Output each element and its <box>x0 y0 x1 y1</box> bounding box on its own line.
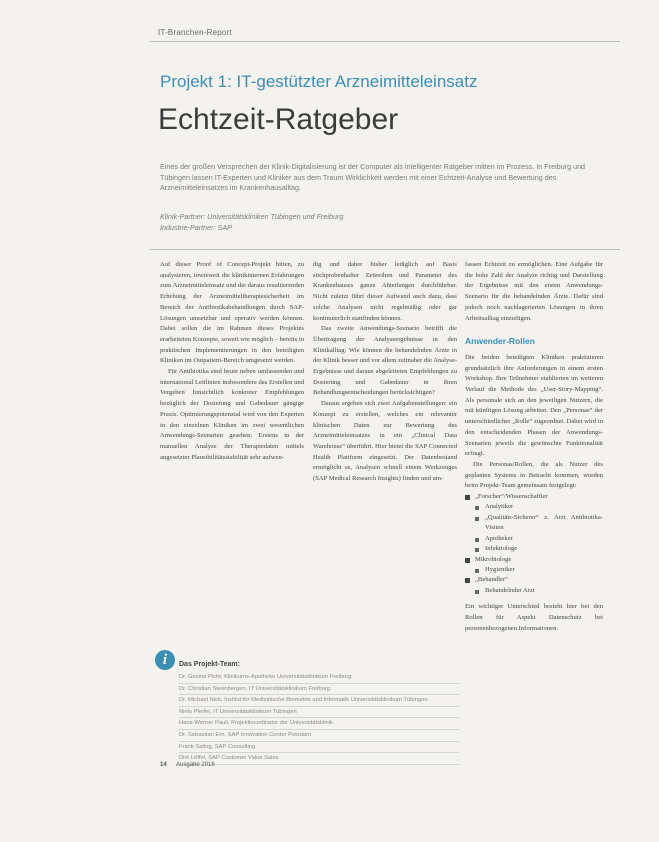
partners-block <box>160 212 460 233</box>
industry-partner: Industrie-Partner: SAP <box>160 222 232 232</box>
paragraph: Ein wichtiger Unterschied besteht hier bei den Rollen für Aspekt Datenschutz bei personenbezogenen Informationen. <box>465 603 603 632</box>
text-column-1 <box>160 260 304 463</box>
paragraph: Die beiden beteiligten Kliniken praktizieren grundsätzlich ihre Anforderungen in einem ersten Workshop. Ihre Teilnehmer etablierten im weiteren Verlauf die Methode des „User-Story-Mapping“. Als personale sich an den jeweiligen Nutzern, die mit künftigen Lösung arbeiten. Den „Personas“ der unterschiedlicher „Rolle“ zugeordnet. Dabei wird in den entscheidenden Phasen der Anwendungs-Szenarien jeweils die gewünschte Funktionalität erfragt. <box>465 353 603 458</box>
info-icon: i <box>155 650 175 670</box>
roles-list <box>465 492 603 596</box>
team-member: Hans-Werner Pauli, Projektkoordinator der Universitätsklinik <box>179 718 459 730</box>
team-member: Dirk Löffel, SAP Customer Value Sales <box>179 753 459 765</box>
role-item: „Behandler“ <box>465 575 603 585</box>
paragraph: Für Antibiotika sind heute neben umfassenden und international Leitlinien insbesondere das Erstellen und Vergeben hinsichtlich konkreter Empfehlungen bezüglich der Dosierung und Gabedauer gängige Praxis. Optimierungspotenzial wird von den Experten in den einzelnen Kliniken im zwei wesentlichen Anwendungs-Szenarien gesehen: Erstens in der manuellen Analyse der Therapiedaten mittels angesetzter Plausibilitätsstabilität sehr aufwen- <box>160 368 304 461</box>
paragraph: Auf dieser Proof of Concept-Projekt bitten, zu analysieren, inwieweit die klinikinternen Erfahrungen zum Arzneimitteleinsatz und die daraus resultierenden Erhebung der Arzneimitteltherapiesicherheit im Bereich der Antibiotikabehandlungen durch SAP-Lösungen umsetzbar und operativ werden können. Dabei sollen die im Rahmen dieses Projektes erarbeiteten Konzepte, soweit wie möglich – bereits in praktischen Implementierungen in den beteiligten Kliniken im Outpatient-Bereich umgesetzt werden. <box>160 261 304 365</box>
team-member: Dr. Sebastian Ern, SAP Innovation Center Potsdam <box>179 730 459 742</box>
team-title: Das Projekt-Team: <box>179 661 240 668</box>
role-item: Behandelnder Arzt <box>465 586 603 596</box>
team-member: Dr. Christian Steenbergen, IT Universitätsklinikum Freiburg <box>179 684 459 696</box>
article-title: Echtzeit-Ratgeber <box>158 103 399 136</box>
section-heading: Anwender-Rollen <box>465 336 535 347</box>
role-item: Hygieniker <box>465 565 603 575</box>
team-member: Dr. Michael Nick, Institut für Medizinische Biometrie und Informatik Universitätsklinikum Tübingen <box>179 695 459 707</box>
role-item: „Qualitäts-Sicherer“ z. Arzt Antibiotika-Visiten <box>465 513 603 534</box>
role-item: Mikrobiologe <box>465 555 603 565</box>
team-member: Dr. Gesine Picht, Klinikums-Apotheke Universitätsklinikum Freiburg <box>179 672 459 684</box>
header-rule <box>150 41 620 42</box>
project-heading: Projekt 1: IT-gestützter Arzneimitteleinsatz <box>160 72 478 91</box>
page-number: 14 <box>160 762 167 768</box>
team-member: Frank Saling, SAP Consulting <box>179 742 459 754</box>
role-item: Apotheker <box>465 534 603 544</box>
article-intro: Eines der großen Versprechen der Klinik-Digitalisierung ist der Computer als intelligenter Ratgeber mitten im Prozess. In Freiburg und Tübingen lassen IT-Experten und Kliniker aus dem Traum Wirklichkeit werden mit einer Echtzeit-Analyse und Bewertung des Arzneimitteleinsatzes im Krankenhausalltag. <box>160 162 586 192</box>
paragraph: Die Personas/Rollen, die als Nutzer des geplanten Systems in Betracht kommen, wurden beim Projekt-Team gemeinsam festgelegt: <box>465 460 603 490</box>
team-member: Niels Pfeifer, IT Universitätsklinikum Tübingen <box>179 707 459 719</box>
role-item: „Forscher“/Wissenschaftler <box>465 492 603 502</box>
clinic-partner: Klinik-Partner: Universitätskliniken Tübingen und Freiburg <box>160 212 344 221</box>
paragraph: dig und daher bisher lediglich auf Basis stichprobenhafter Zeitreihen und Parameter des Krankenhauses ganze Abteilungen durchführbar. Nicht zuletzt führt dieser Aufwand auch dazu, dass solche Analysen nicht regelmäßig oder gar kontinuierlich stattfinden können. <box>313 261 457 322</box>
paragraph: Daraus ergeben sich zwei Aufgabenstellungen: ein Konzept zu erstellen, welches ein relevanter klinischen Daten zur Bewertung des Arzneimitteleinsatzes in ein „Clinical Data Warehouse“ überführt. Hier bietet die SAP Connected Health Plattform eingesetzt. Der Datenbestand ermöglicht es, Analysen schnell einem Werkzeuges (SAP Medical Research Insights) finden und um- <box>313 400 457 483</box>
paragraph: Das zweite Anwendungs-Szenario betrifft die Übertragung der Analyseergebnisse in den Klinikalltag: Wie können die behandelnden Ärzte in der Klinik besser und vor allem zeitnaher die Analyse-Ergebnisse und daraus abgeleiteten Empfehlungen zu Dosierung und Gabedauer in ihren Behandlungsentscheidungen berücksichtigen? <box>313 325 457 397</box>
paragraph: fassen Echtzeit zu ermöglichen. Eine Aufgabe für die hohe Zahl der Analyse richtig und Darstellung der Ergebnisse mit den ersten Anwendungs-Szenario für die behandelnden Ärzte. Dafür sind jedoch noch nachlagerierten Lösungen in ihren Arbeitsalltag einzufügen. <box>465 261 603 322</box>
intro-rule <box>150 249 620 250</box>
report-label: IT-Branchen-Report <box>158 28 232 37</box>
page-footer <box>160 762 215 768</box>
text-column-2 <box>313 260 457 485</box>
text-column-3 <box>465 260 603 634</box>
role-item: Infektiologe <box>465 544 603 554</box>
project-team-box <box>155 650 455 762</box>
journal-label: Ausgabe 2016 <box>176 762 215 768</box>
role-item: Analytiker <box>465 502 603 512</box>
team-list <box>179 672 459 765</box>
